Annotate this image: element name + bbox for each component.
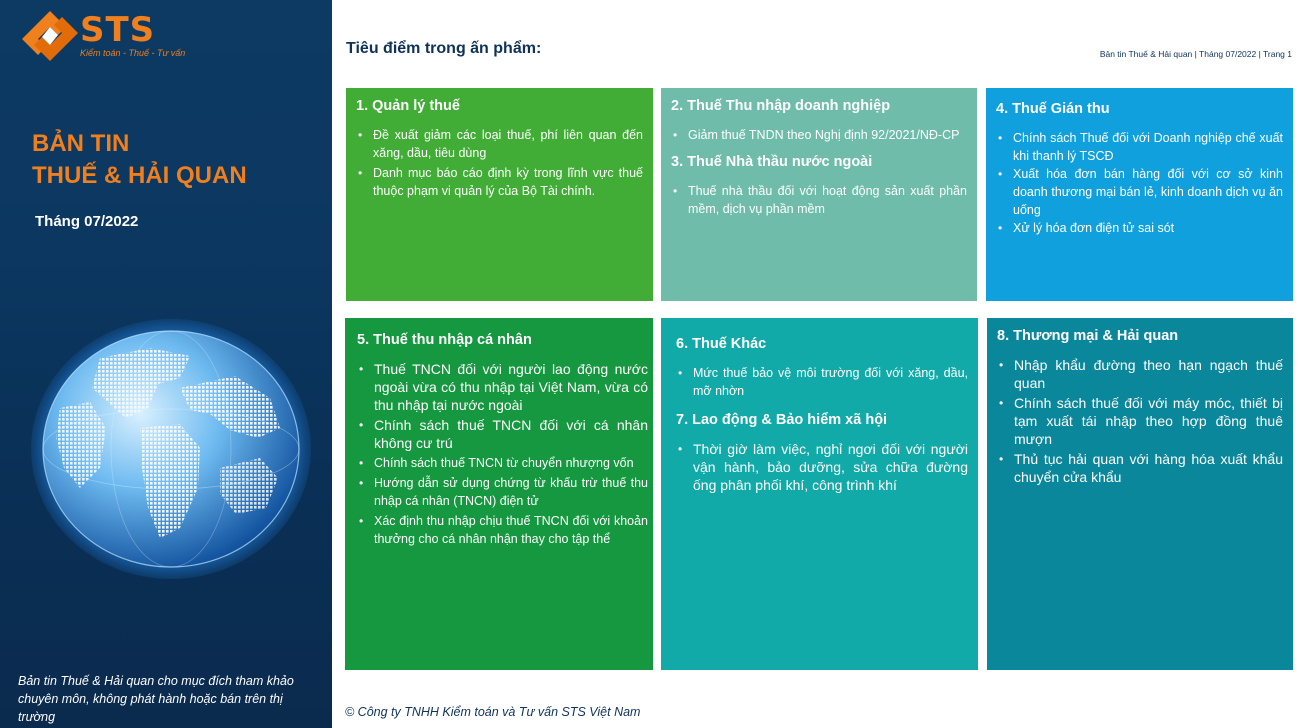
list-item[interactable]: • Chính sách thuế TNCN từ chuyển nhượng vốn: [357, 454, 648, 472]
section-title: 5. Thuế thu nhập cá nhân: [357, 332, 532, 348]
disclaimer-text: Bản tin Thuế & Hải quan cho mục đích tham khảo chuyên môn, không phát hành hoặc bán trên thị trường: [18, 674, 294, 724]
logo-tagline: Kiểm toán - Thuế - Tư vấn: [80, 48, 186, 58]
list-item[interactable]: • Chính sách thuế TNCN đối với cá nhân không cư trú: [357, 416, 648, 452]
sidebar: [0, 0, 332, 728]
sts-logo-mark-icon: [22, 8, 78, 64]
section-title: 7. Lao động & Bảo hiểm xã hội: [676, 412, 888, 428]
section-title: 8. Thương mại & Hải quan: [997, 328, 1179, 344]
list-item[interactable]: • Hướng dẫn sử dụng chứng từ khấu trừ thuế thu nhập cá nhân (TNCN) điện tử: [357, 474, 648, 510]
logo-wordmark: STS: [80, 10, 156, 50]
section-other-tax-and-labor: [661, 318, 978, 670]
list-item[interactable]: • Chính sách Thuế đối với Doanh nghiệp chế xuất khi thanh lý TSCĐ: [996, 129, 1283, 165]
section-title: 4. Thuế Gián thu: [996, 101, 1110, 117]
section-title: 6. Thuế Khác: [676, 336, 767, 352]
section-tax-administration: [346, 88, 653, 301]
copyright-text: © Công ty TNHH Kiểm toán và Tư vấn STS Việt Nam: [345, 705, 641, 719]
list-item[interactable]: • Giảm thuế TNDN theo Nghị định 92/2021/NĐ-CP: [671, 126, 967, 144]
page-reference: Bản tin Thuế & Hải quan | Tháng 07/2022 | Trang 1: [1099, 49, 1292, 59]
list-item[interactable]: • Xử lý hóa đơn điện tử sai sót: [996, 219, 1283, 237]
newsletter-title-line1: BẢN TIN: [32, 130, 130, 157]
list-item[interactable]: • Xác định thu nhập chịu thuế TNCN đối với khoản thưởng cho cá nhân nhận thay cho tập thể: [357, 512, 648, 548]
list-item[interactable]: • Đề xuất giảm các loại thuế, phí liên quan đến xăng, dầu, tiêu dùng: [356, 126, 643, 162]
list-item[interactable]: • Thuế nhà thầu đối với hoạt động sản xuất phần mềm, dịch vụ phần mềm: [671, 182, 967, 218]
section-title: 1. Quản lý thuế: [356, 98, 460, 114]
section-title: 2. Thuế Thu nhập doanh nghiệp: [671, 98, 891, 114]
list-item[interactable]: • Thời giờ làm việc, nghỉ ngơi đối với người vận hành, bảo dưỡng, sửa chữa đường ống phân phối khí, công trình khí: [676, 440, 968, 494]
focus-heading: Tiêu điểm trong ấn phẩm:: [346, 40, 542, 57]
list-item[interactable]: • Danh mục báo cáo định kỳ trong lĩnh vực thuế thuộc phạm vi quản lý của Bộ Tài chính.: [356, 164, 643, 200]
globe-image: [30, 318, 312, 580]
issue-month: Tháng 07/2022: [35, 213, 139, 230]
section-trade-customs: [987, 318, 1293, 670]
list-item[interactable]: • Thuế TNCN đối với người lao động nước ngoài vừa có thu nhập tại Việt Nam, vừa có thu nhập tại nước ngoài: [357, 360, 648, 414]
list-item[interactable]: • Mức thuế bảo vệ môi trường đối với xăng, dầu, mỡ nhờn: [676, 364, 968, 400]
list-item[interactable]: • Nhập khẩu đường theo hạn ngạch thuế quan: [997, 356, 1283, 392]
section-title: 3. Thuế Nhà thầu nước ngoài: [671, 154, 873, 170]
list-item[interactable]: • Chính sách thuế đối với máy móc, thiết bị tạm xuất tái nhập theo hợp đồng thuê mượn: [997, 394, 1283, 448]
list-item[interactable]: • Xuất hóa đơn bán hàng đối với cơ sở kinh doanh thương mại bán lẻ, kinh doanh dịch vụ ăn uống: [996, 165, 1283, 219]
sts-logo[interactable]: [22, 8, 186, 64]
section-pit: [345, 318, 653, 670]
newsletter-title-line2: THUẾ & HẢI QUAN: [32, 162, 247, 189]
list-item[interactable]: • Thủ tục hải quan với hàng hóa xuất khẩu chuyển cửa khẩu: [997, 450, 1283, 486]
section-cit-and-fct: [661, 88, 977, 301]
section-indirect-tax: [986, 88, 1293, 301]
